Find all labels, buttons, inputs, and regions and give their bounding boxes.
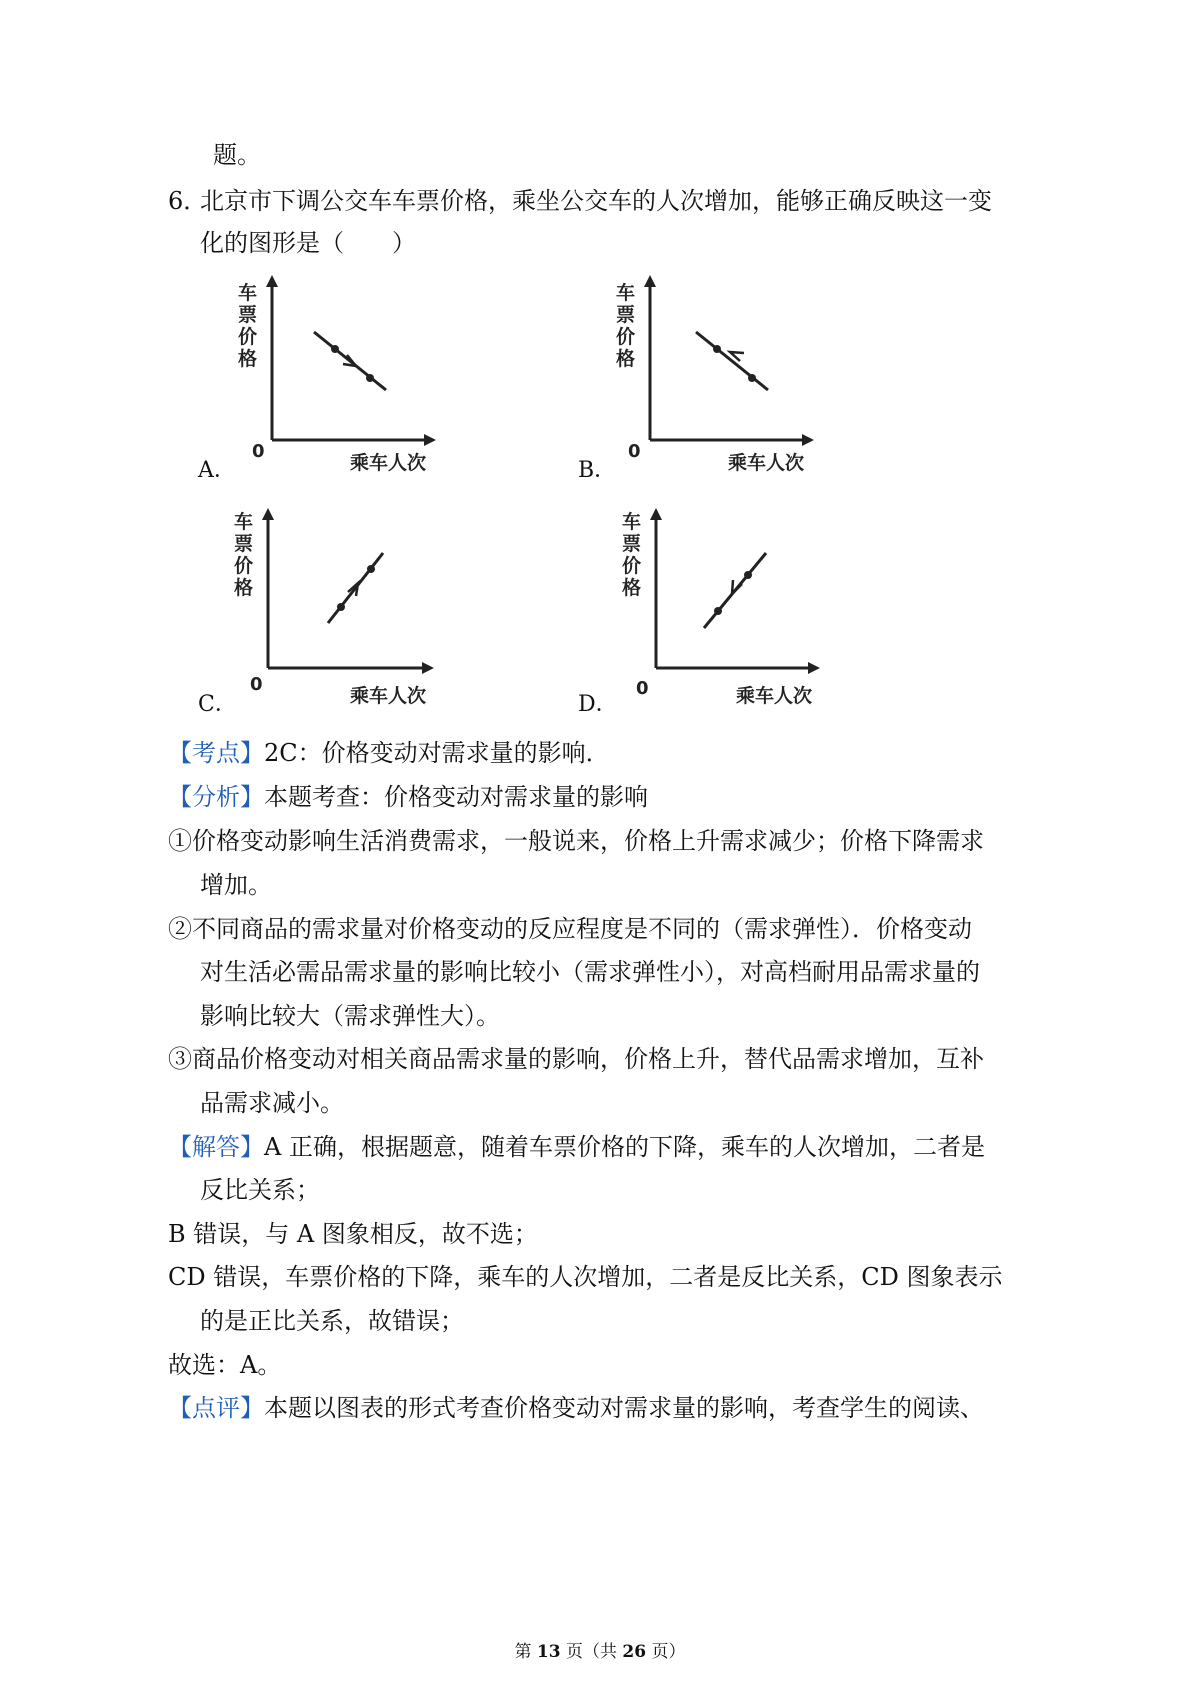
graph-a <box>230 275 460 485</box>
y-label-char: 车 <box>616 282 636 304</box>
option-a-label: A． <box>198 458 236 483</box>
x-axis-label: 乘车人次 <box>350 452 427 474</box>
point-2-line-2: 对生活必需品需求量的影响比较小（需求弹性小），对高档耐用品需求量的 <box>200 958 980 986</box>
fenxi-line <box>168 782 648 812</box>
point-1-line-1: ①价格变动影响生活消费需求，一般说来，价格上升需求减少；价格下降需求 <box>168 827 984 855</box>
y-label-char: 格 <box>622 577 642 599</box>
jieda-tag: 【解答】 <box>168 1133 264 1161</box>
footer-post: 页） <box>646 1642 686 1662</box>
cd-wrong-line-2: 的是正比关系，故错误； <box>200 1307 464 1335</box>
total-pages: 26 <box>622 1642 647 1662</box>
origin-label: 0 <box>636 678 649 699</box>
dianping-tag: 【点评】 <box>168 1394 264 1422</box>
x-axis-label: 乘车人次 <box>728 452 805 474</box>
figure-b <box>608 275 838 489</box>
point-3-line-2: 品需求减小。 <box>200 1089 344 1117</box>
footer-mid: 页（共 <box>560 1642 623 1662</box>
y-label-char: 车 <box>238 282 258 304</box>
y-label-char: 票 <box>616 304 636 326</box>
y-label-char: 票 <box>234 533 254 555</box>
origin-label: 0 <box>628 441 641 462</box>
y-label-char: 价 <box>622 555 642 577</box>
option-b-label: B． <box>578 458 617 483</box>
point-2-line-1: ②不同商品的需求量对价格变动的反应程度是不同的（需求弹性）．价格变动 <box>168 915 972 943</box>
graph-d <box>612 508 842 718</box>
jieda-text: A 正确，根据题意，随着车票价格的下降，乘车的人次增加，二者是 <box>264 1133 985 1161</box>
y-label-char: 票 <box>622 533 642 555</box>
footer-pre: 第 <box>514 1642 537 1662</box>
point-1-line-2: 增加。 <box>200 871 272 899</box>
y-label-char: 票 <box>238 304 258 326</box>
y-label-char: 车 <box>622 511 642 533</box>
line-ti: 题。 <box>213 141 261 169</box>
y-label-char: 格 <box>616 348 636 370</box>
y-label-char: 格 <box>234 577 254 599</box>
question-line-2: 化的图形是（ ） <box>200 229 416 257</box>
y-label-char: 价 <box>616 326 636 348</box>
option-d-label: D． <box>578 692 618 717</box>
graph-c <box>230 508 460 718</box>
jieda-line <box>168 1132 985 1162</box>
b-wrong-line: B 错误，与 A 图象相反，故不选； <box>168 1220 538 1248</box>
origin-label: 0 <box>250 674 263 695</box>
point-3-line-1: ③商品价格变动对相关商品需求量的影响，价格上升，替代品需求增加，互补 <box>168 1045 984 1073</box>
page-footer <box>0 1641 1200 1663</box>
y-axis-label-d <box>622 510 641 599</box>
kaodian-line <box>168 738 610 768</box>
question-line-1: 北京市下调公交车车票价格，乘坐公交车的人次增加，能够正确反映这一变 <box>200 187 992 215</box>
y-label-char: 格 <box>238 348 258 370</box>
cd-wrong-line-1: CD 错误，车票价格的下降，乘车的人次增加，二者是反比关系，CD 图象表示 <box>168 1263 1003 1291</box>
graph-b <box>608 275 838 485</box>
figure-d <box>612 508 842 722</box>
y-axis-label-c <box>234 510 253 599</box>
current-page: 13 <box>536 1642 561 1662</box>
x-axis-label: 乘车人次 <box>736 685 813 707</box>
y-label-char: 价 <box>238 326 258 348</box>
option-c-label: C． <box>198 692 237 717</box>
y-label-char: 车 <box>234 511 254 533</box>
y-axis-label-a <box>238 281 257 370</box>
figure-c <box>230 508 460 722</box>
y-label-char: 价 <box>234 555 254 577</box>
fenxi-text: 本题考查：价格变动对需求量的影响 <box>264 783 648 811</box>
kaodian-text: 2C：价格变动对需求量的影响． <box>264 739 610 767</box>
figure-a <box>230 275 460 489</box>
answer-line: 故选：A。 <box>168 1351 282 1379</box>
kaodian-tag: 【考点】 <box>168 739 264 767</box>
jieda-line-2: 反比关系； <box>200 1176 320 1204</box>
y-axis-label-b <box>616 281 635 370</box>
x-axis-label: 乘车人次 <box>350 685 427 707</box>
point-2-line-3: 影响比较大（需求弹性大）。 <box>200 1002 500 1030</box>
question-number: 6． <box>168 187 208 215</box>
dianping-text: 本题以图表的形式考查价格变动对需求量的影响，考查学生的阅读、 <box>264 1394 984 1422</box>
dianping-line <box>168 1393 984 1423</box>
origin-label: 0 <box>252 441 265 462</box>
fenxi-tag: 【分析】 <box>168 783 264 811</box>
